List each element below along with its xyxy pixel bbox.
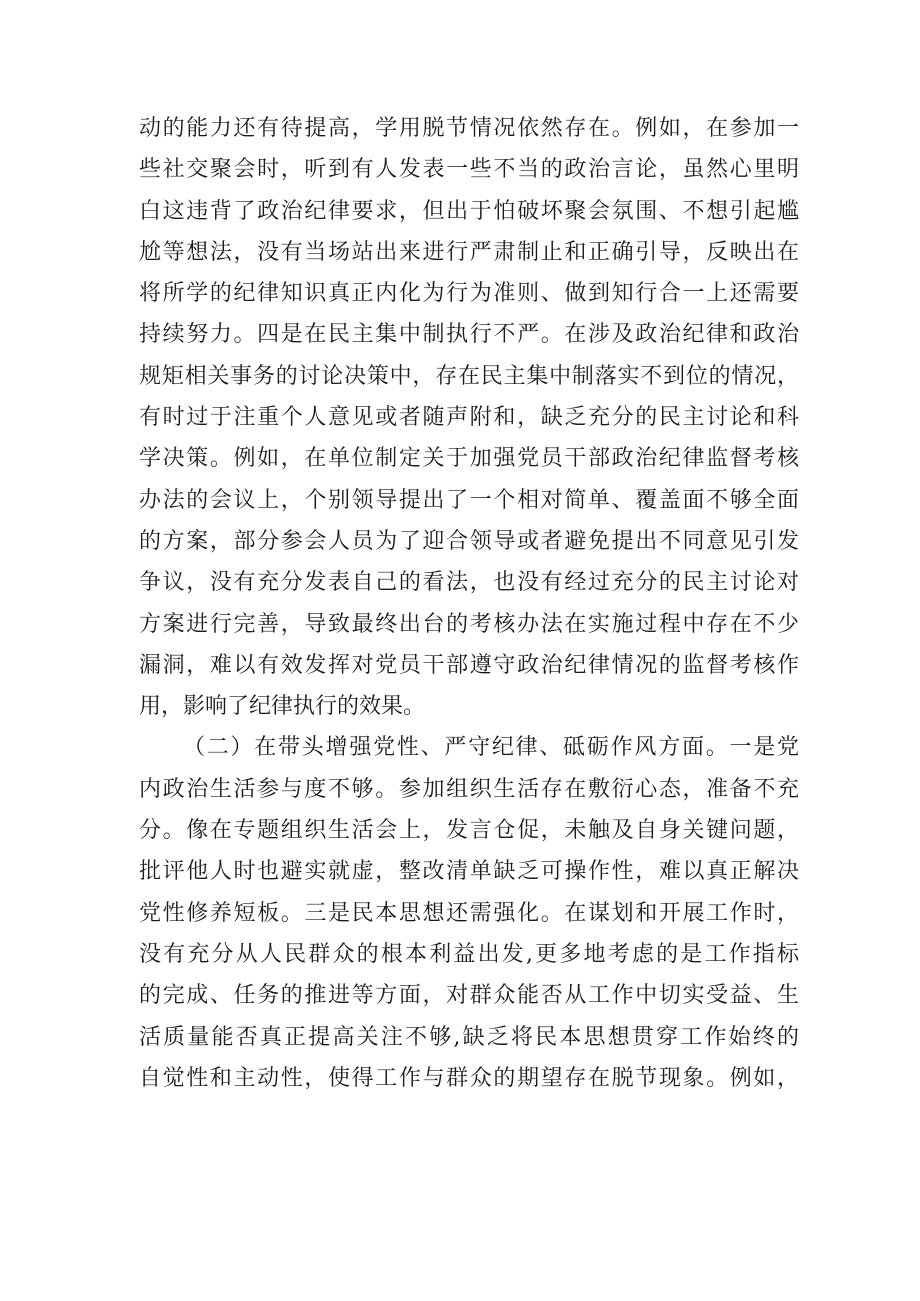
text-line: 内政治生活参与度不够。参加组织生活存在敷衍心态，准备不充 [139,776,799,802]
text-line: 学决策。例如，在单位制定关于加强党员干部政治纪律监督考核 [139,446,799,472]
text-line: 漏洞，难以有效发挥对党员干部遵守政治纪律情况的监督考核作 [139,652,799,678]
text-line: 有时过于注重个人意见或者随声附和，缺乏充分的民主讨论和科 [139,405,799,431]
text-line: 动的能力还有待提高，学用脱节情况依然存在。例如，在参加一 [139,116,799,141]
text-line: 些社交聚会时，听到有人发表一些不当的政治言论，虽然心里明 [139,157,799,183]
text-line: 没有充分从人民群众的根本利益出发,更多地考虑的是工作指标 [139,941,799,967]
text-line: 自觉性和主动性，使得工作与群众的期望存在脱节现象。例如， [139,1065,799,1091]
text-line: 办法的会议上，个别领导提出了一个相对简单、覆盖面不够全面 [139,487,799,513]
text-line: 尬等想法，没有当场站出来进行严肃制止和正确引导，反映出在 [139,239,799,265]
text-line: 批评他人时也避实就虚，整改清单缺乏可操作性，难以真正解决 [139,859,799,885]
text-line: 党性修养短板。三是民本思想还需强化。在谋划和开展工作时， [139,900,799,926]
section-heading-line: （二）在带头增强党性、严守纪律、砥砺作风方面。一是党 [183,735,799,761]
text-line: 持续努力。四是在民主集中制执行不严。在涉及政治纪律和政治 [139,322,799,348]
text-line: 争议，没有充分发表自己的看法，也没有经过充分的民主讨论对 [139,570,799,596]
text-line: 将所学的纪律知识真正内化为行为准则、做到知行合一上还需要 [139,281,799,307]
text-line: 用，影响了纪律执行的效果。 [139,694,426,720]
text-line: 方案进行完善，导致最终出台的考核办法在实施过程中存在不少 [139,611,799,637]
body-text [139,108,799,1099]
text-line: 白这违背了政治纪律要求，但出于怕破坏聚会氛围、不想引起尴 [139,198,799,224]
text-line: 的方案，部分参会人员为了迎合领导或者避免提出不同意见引发 [139,528,799,554]
text-line: 的完成、任务的推进等方面，对群众能否从工作中切实受益、生 [139,983,799,1009]
text-line: 活质量能否真正提高关注不够,缺乏将民本思想贯穿工作始终的 [139,1024,799,1050]
text-line: 规矩相关事务的讨论决策中，存在民主集中制落实不到位的情况， [139,363,799,389]
text-line: 分。像在专题组织生活会上，发言仓促，未触及自身关键问题， [139,818,799,844]
